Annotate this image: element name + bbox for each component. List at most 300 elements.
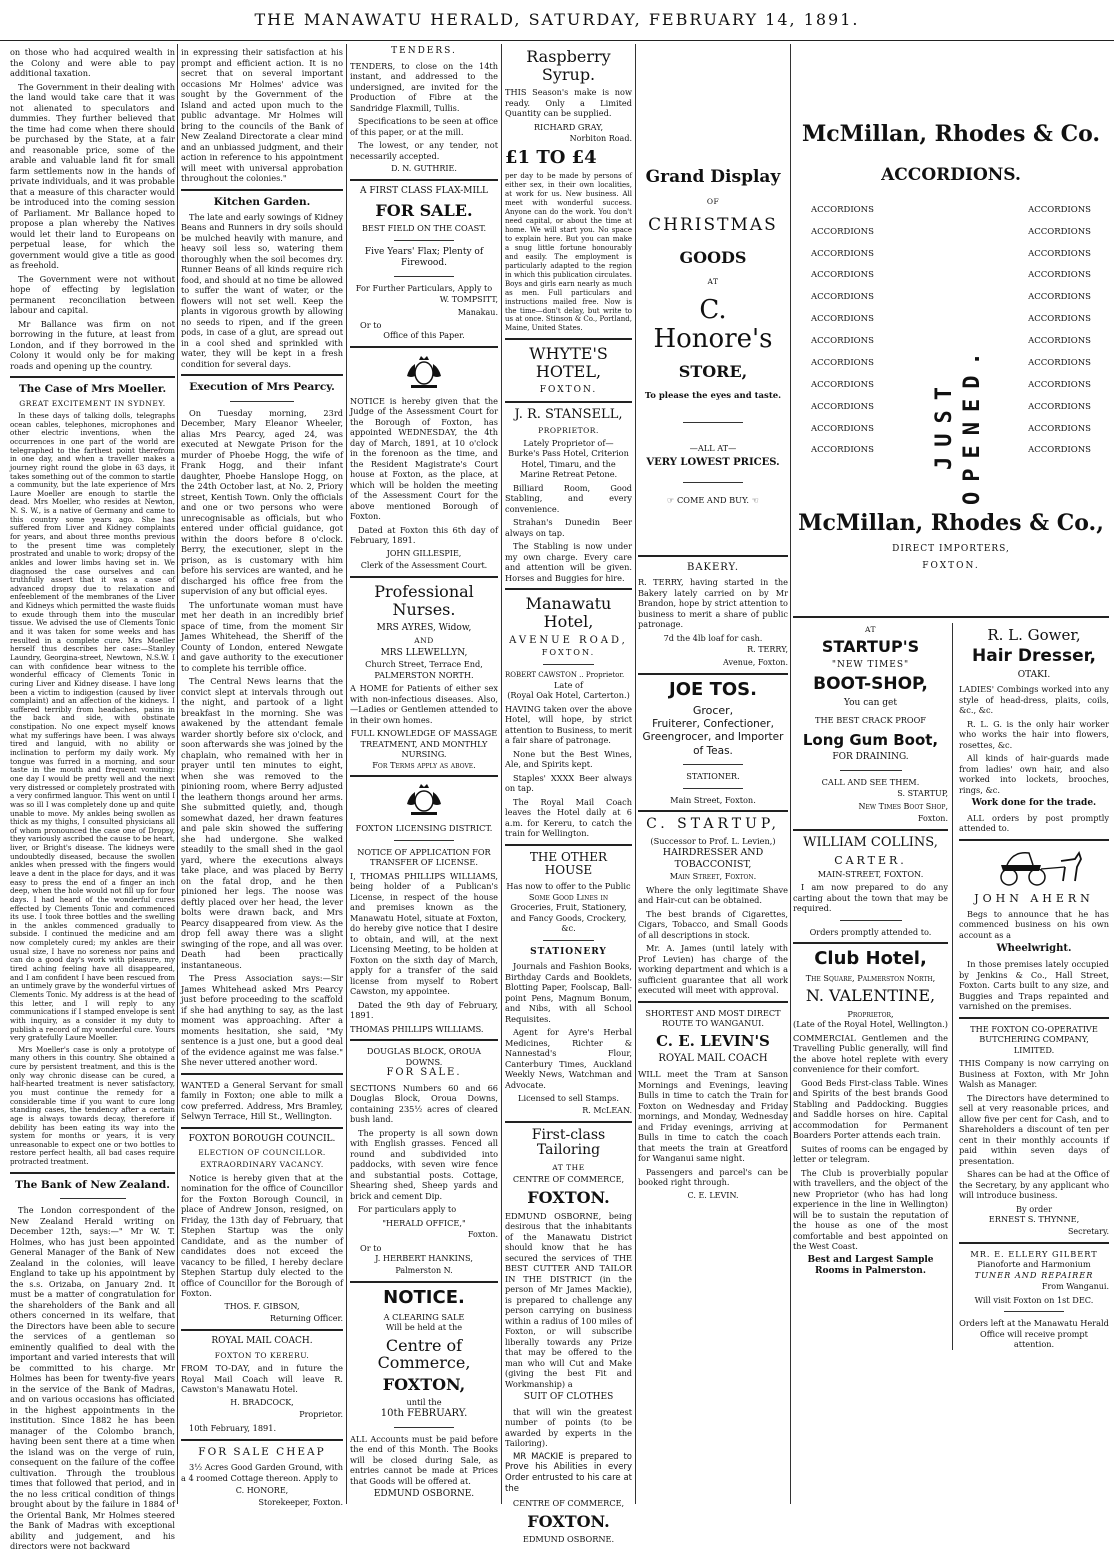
ad-line: For Terms apply as above.: [372, 759, 476, 770]
accordion-item: ACCORDIONS: [1028, 423, 1091, 434]
accordion-item: ACCORDIONS: [811, 226, 874, 237]
divider: [793, 942, 948, 944]
ad-headline: C. E. LEVIN'S: [656, 1031, 770, 1050]
ad-headline: FOR SALE CHEAP: [198, 1445, 326, 1458]
accordion-item: ACCORDIONS: [811, 336, 874, 347]
accordion-item: ACCORDIONS: [1028, 270, 1091, 281]
divider: [10, 1172, 175, 1174]
ad-signature: C. HONORE,: [235, 1486, 289, 1496]
ad-headline: Long Gum Boot,: [802, 730, 939, 749]
ad-signature: R. McLEAN.: [582, 1105, 632, 1115]
ad-line: HAIRDRESSER AND TOBACCONIST,: [662, 846, 764, 871]
divider: [505, 401, 632, 403]
ad-headline: BAKERY.: [686, 561, 740, 573]
ad-text: I, THOMAS PHILLIPS WILLIAMS, being holder of a Publican's License, in respect of the house and premises known as the Manawatu Hotel, situate at Foxton, do hereby give notice that I desire to obtain, and will, at the next Licensing Meeting, to be holden at Foxton on the sixth day of March, apply for a transfer of the said license from myself to Robert Cawston, my appointee.: [350, 870, 498, 997]
ad-headline: JOHN AHERN: [974, 891, 1094, 905]
ad-headline: Raspberry Syrup.: [526, 47, 611, 84]
article-text: in expressing their satisfaction at his prompt and efficient action. It is no secret that on several important occasions Mr Holmes' advice was sought by the Government of the Island and acted upon much to the public advantage. Mr Holmes will bring to the councils of the Bank of New Zealand Directorate a clear mind and an unbiassed judgment, and their action in reference to his appointment will meet with universal approbation throughout the colonies.": [181, 47, 343, 183]
ad-line: Proprietor,: [847, 1008, 894, 1019]
column-rule: [346, 44, 347, 1504]
ad-signature: New Times Boot Shop,: [858, 801, 948, 811]
ad-signature: Returning Officer.: [270, 1313, 343, 1323]
ad-text: Passengers and parcel's can be booked right through.: [638, 1166, 788, 1188]
ad-text: Strahan's Dunedin Beer always on tap.: [505, 517, 632, 538]
ad-text: ALL Accounts must be paid before the end of this Month. The Books will be closed during Sale, as entries cannot be made at Prices that Goods will be offered at.: [350, 1433, 498, 1486]
ad-line: For Further Particulars, Apply to: [355, 282, 493, 293]
ad-line: Or to: [360, 1242, 382, 1253]
article-text: The Press Association says:—Sir James Whitehead asked Mrs Pearcy just before proceeding to the scaffold if she had anything to say, as the last moment was approaching. After a moments hesitation, she said, "My sentence is a just one, but a good deal of the evidence against me was false." She never uttered another word.: [181, 973, 343, 1068]
ad-text: The Stabling is now under my own charge. Every care and attention will be given. Horses and Buggies for hire.: [505, 541, 632, 583]
ad-line: (Successor to Prof. L. Levien,): [650, 836, 776, 847]
ad-line: Main Street, Foxton.: [670, 794, 756, 805]
ad-signature: EDMUND OSBORNE.: [522, 1534, 615, 1545]
ad-line: (Late of the Royal Hotel, Wellington.): [793, 1019, 948, 1030]
ad-signature: Palmerston N.: [395, 1265, 453, 1275]
ad-signature: ERNEST S. THYNNE,: [988, 1214, 1080, 1225]
column-rule: [790, 44, 791, 1504]
ad-headline: Grand Display: [645, 167, 781, 187]
ad-line: TUNER AND REPAIRER: [974, 1269, 1094, 1280]
ad-line: A CLEARING SALE: [383, 1311, 465, 1322]
ad-line: AT: [864, 624, 876, 634]
accordion-item: ACCORDIONS: [1028, 445, 1091, 456]
ad-line: CENTRE OF COMMERCE,: [512, 1174, 625, 1185]
ad-text: SECTIONS Numbers 60 and 66 Douglas Block, Oroua Downs, containing 235½ acres of cleared bush land.: [350, 1082, 498, 1125]
ad-signature: THOS. F. GIBSON,: [224, 1301, 300, 1311]
ad-headline: THE OTHER HOUSE: [529, 849, 608, 878]
column-5: [638, 44, 788, 1504]
accordion-item: ACCORDIONS: [811, 270, 874, 281]
divider: [683, 764, 743, 765]
divider: [1004, 1311, 1064, 1312]
ad-headline: STORE,: [678, 362, 748, 382]
ad-line: By order: [1015, 1203, 1053, 1214]
ad-headline: WHYTE'S HOTEL,: [529, 344, 608, 381]
ad-signature: Clerk of the Assessment Court.: [360, 561, 488, 571]
ad-text: Agent for Ayre's Herbal Medicines, Richter & Nannestad's Flour, Canterbury Times, Auckland Weekly News, Watchman and Advocate.: [505, 1027, 632, 1090]
ad-signature: Foxton.: [917, 813, 948, 823]
ad-line: Will be held at the: [385, 1322, 463, 1333]
ad-line: SUIT OF CLOTHES: [523, 1392, 614, 1402]
accordion-item: ACCORDIONS: [1028, 401, 1091, 412]
accordion-item: ACCORDIONS: [1028, 379, 1091, 390]
accordion-item: ACCORDIONS: [811, 292, 874, 303]
divider: [793, 616, 1109, 618]
column-3: [350, 44, 498, 1504]
ad-text: ALL orders by post promptly attended to.: [959, 812, 1109, 834]
divider: [350, 1281, 498, 1283]
divider: [683, 422, 743, 423]
ad-line: until the: [406, 1397, 442, 1408]
ad-headline: Club Hotel,: [814, 948, 927, 970]
ad-text: The property is all sown down with English grasses. Fenced all round and subdivided into paddocks, with seven wire fence and substantial posts. Cottage, Shearing shed, Sheep yards and brick and cement Dip.: [350, 1127, 498, 1201]
ad-line: You can get: [843, 697, 897, 708]
ad-line: Church Street, Terrace End, PALMERSTON NORTH.: [365, 659, 483, 680]
article-headline: The Case of Mrs Moeller.: [18, 383, 167, 395]
inner-column-right: [959, 623, 1109, 1350]
ad-headline: ROYAL MAIL COACH.: [211, 1336, 313, 1347]
divider: [350, 1039, 498, 1041]
ad-line: Main Street, Foxton.: [669, 871, 757, 882]
ad-line: Fruiterer, Confectioner, Greengrocer, and Importer of Teas.: [642, 717, 784, 757]
ad-line: CARTER.: [834, 854, 907, 868]
article-headline: Kitchen Garden.: [213, 195, 311, 208]
divider: [959, 1242, 1109, 1244]
article-text: On Tuesday morning, 23rd December, Mary Eleanor Wheeler, alias Mrs Pearcy, aged 24, was executed at Newgate Prison for the murder of Phoebe Hogg, the wife of Frank Hogg, and their infant daughter, Phoebe Hanslope Hogg, on the 24th October last, at No. 2, Priory street, Kentish Town. Only the officials and one or two persons who were unrecognisable as officials, but who entered under official guidance, got within the doors before 8 o'clock. Berry, the executioner, slept in the prison, as is customary with him before his services are wanted, and he discharged his office free from the supervision of any but official eyes.: [181, 407, 343, 597]
ad-headline: C. Honore's: [653, 295, 773, 354]
ad-text: The Directors have determined to sell at very reasonable prices, and allow five per cent for Cash, and to Shareholders a discount of ten per cent in their monthly accounts if paid within seven days of presentation.: [959, 1092, 1109, 1166]
divider: [394, 1427, 453, 1428]
ad-signature: THOMAS PHILLIPS WILLIAMS.: [350, 1023, 484, 1034]
inner-column-left: [793, 623, 953, 1350]
ad-headline: £1 TO £4: [505, 147, 597, 169]
article-text: The unfortunate woman must have met her death in an incredibly brief space of time, from the moment Sir James Whitehead, the Sheriff of the County of London, entered Newgate and gave authority to the executioner to complete his terrible office.: [181, 599, 343, 673]
ad-line: THE BEST CRACK PROOF: [815, 715, 926, 726]
ad-line: Best and Largest Sample Rooms in Palmerston.: [807, 1254, 934, 1277]
article-text: In these days of talking dolls, telegraphs ocean cables, telephones, microphones and other electric inventions, when the occurrences in one part of the world are telegraphed to the farthest point therefrom in one day, and when a traveller makes a journey right round the globe in 63 days, it takes something out of the common to startle a community, but the late experience of Mrs Laure Moeller are enough to startle the dead. Mrs Moeller, who resides at Newton, N. S. W., is a native of Germany and came to this country some years ago. She has suffered from Liver and Kidney complaints for years, and about three months previous to the present time was completely prostrated and unable to work; dropsy of the ankles and lower limbs having set in. We diagnosed the case ourselves and can truthfully assert that it was a case of advanced dropsy due to relaxation and enfeeblement of the membranes of the Liver and Kidneys which permitted the waste fluids to exude through them into the muscular tissue. We advised the use of Clements Tonic and it was taken for some weeks and has resulted in a complete cure. Mrs Moeller herself thus describes her case:—Stanley Laundry, Georgina-street, Newtown, N.S.W. I can with confidence bear witness to the wonderful efficacy of Clements Tonic in curing Liver and Kidney disease. I have long been a victim to indigestion (caused by liver complaint) and an affection of the kidneys. I suffered terribly from headaches, pains in the back and side, with obstinate constipation. No one expect myself knows what my sufferings have been. I was always tired and languid, with no ability or inclination to perform my daily work. My tongue was furred in a morning, and sour taste in the mouth and frequent vomiting: one day I would be pretty well and the next very distressed or completely prostrated with a very confirmed languor. This went on until I was so ill I was completely done up and quite unable to move. My ankles being swollen as thick as my thighs, I consulted physicians all of whom pronounced the case one of Dropsy, they variously ascribed the cause to be heart, liver, or Bright's disease. The kidneys were undoubtedly diseased, because the swollen ankles when pressed with the fingers would leave a dent in the place for days, and it was easy to press the end of a finger an inch deep, when the hole would not fill up for four days. I had heard of the wonderful cures effected by Clements Tonic and commenced its use. I took three bottles and the swelling in the ankles commenced gradually to subside. I continued the medicine and am now completely cured; my ankles are their usual size, I have no soreness nor pains and can do a good day's work with pleasure, my tired aching feeling have all disappeared, and I am confident I have been rescued from an untimely grave by the wonderful virtues of Clements Tonic. My address is at the head of this letter, and I will reply to any communications if I stamped envelope is sent with inquiry, as a consider it my duty to publish a record of my wonderful cure. Yours very gratefully Laure Moeller.: [10, 411, 175, 1043]
ad-line: DIRECT IMPORTERS,: [892, 543, 1010, 554]
ad-line: AT THE: [552, 1162, 585, 1172]
ad-line: Licensed to sell Stamps.: [518, 1093, 619, 1104]
ad-line: (Royal Oak Hotel, Carterton.): [507, 690, 630, 701]
ad-line: Late of: [553, 679, 584, 690]
ad-line: ROYAL MAIL COACH: [658, 1053, 768, 1065]
divider: [638, 673, 788, 675]
divider: [181, 1329, 343, 1331]
ad-subhead: NOTICE OF APPLICATION FOR TRANSFER OF LICENSE.: [357, 846, 491, 868]
column-1: [10, 44, 175, 1552]
accordion-item: ACCORDIONS: [811, 445, 874, 456]
column-rule: [501, 44, 502, 1504]
ad-headline: THE FOXTON CO-OPERATIVE BUTCHERING COMPANY, LIMITED.: [970, 1023, 1098, 1055]
ad-headline: FOR SALE.: [375, 200, 473, 220]
ad-signature: Manakau.: [457, 307, 498, 317]
accordion-item: ACCORDIONS: [811, 357, 874, 368]
ad-text: FROM TO-DAY, and in future the Royal Mail Coach will leave R. Cawston's Manawatu Hotel.: [181, 1363, 343, 1395]
ad-line: OTAKI.: [1017, 669, 1051, 680]
ad-line: Lately Proprietor of—: [523, 437, 614, 448]
ad-headline: Manawatu Hotel,: [525, 594, 612, 632]
ad-line: Work done for the trade.: [971, 798, 1097, 809]
accordion-item: ACCORDIONS: [1028, 248, 1091, 259]
ad-line: To please the eyes and taste.: [644, 390, 782, 401]
ad-line: Orders left at the Manawatu Herald Office will receive prompt attention.: [959, 1318, 1109, 1350]
divider: [505, 588, 632, 590]
ad-text: HAVING taken over the above Hotel, will hope, by strict attention to Business, to merit a fair share of patronage.: [505, 703, 632, 746]
ad-headline: STATIONERY: [530, 946, 607, 957]
ad-headline: VERY LOWEST PRICES.: [646, 457, 780, 469]
ad-headline: TENDERS.: [391, 46, 457, 56]
column-rule: [635, 44, 636, 1504]
ad-headline: FOXTON.: [527, 1511, 610, 1531]
ad-headline: McMillan, Rhodes & Co.: [801, 121, 1101, 147]
ad-wanted: WANTED a General Servant for small family in Foxton; one able to milk a cow preferred. Address, Mrs Bramley, Selwyn Terrace, Hill St., Wellington.: [181, 1079, 343, 1122]
ad-headline: R. L. Gower,: [987, 625, 1081, 644]
ad-headline: GOODS: [679, 247, 747, 267]
ad-line: 7d the 4lb loaf for cash.: [663, 632, 763, 643]
pointing-hand-icon: ☞: [667, 495, 675, 506]
ad-headline: FOXTON BOROUGH COUNCIL.: [188, 1133, 336, 1144]
ad-line: Has now to offer to the Public: [506, 881, 631, 892]
divider: [60, 1198, 126, 1199]
ad-signature: Norbiton Road.: [569, 134, 632, 144]
ad-line: Or to: [360, 319, 382, 330]
column-2: [181, 44, 343, 1508]
ad-signature: S. STARTUP,: [897, 789, 948, 799]
article-text: The late and early sowings of Kidney Beans and Runners in dry soils should be mulched heavily with manure, and heavy soil less so, watering them thoroughly when the soil becomes dry. Runner Beans of all kinds require rich food, and should at no time be allowed to suffer the want of water, or the flowers will not set well. Keep the plants in vigorous growth by allowing no seeds to ripen, and if the green pods, in case of a glut, are spread out in a cool shed and sprinkled with water, they will be kept in a fresh condition for several days.: [181, 211, 343, 369]
article-text: The Central News learns that the convict slept at intervals through out the night, and partook of a light breakfast in the morning. She was awakened by the attendant female warder shortly before six o'clock, and soon afterwards she was joined by the chaplain, who remained with her in prayer until ten minutes to eight, when she was removed to the pinioning room, where Berry adjusted the leathern thongs around her arms. She submitted quietly, and, though somewhat dazed, her drawn features and pale skin showed the suffering she had undergone. She walked steadily to the small shed in the gaol yard, where the executions always take place, and was placed by Berry on the fatal drop, and he then pinioned her legs. The noose was deftly placed over her head, the lever bolts were drawn back, and Mrs Pearcy disappeared from view. As the drop fell away there was a slight swinging of the rope, and all was over. Death had been practically instantaneous.: [181, 676, 343, 970]
ad-line: A FIRST CLASS FLAX-MILL: [360, 186, 488, 197]
ad-subhead: AVENUE ROAD,: [509, 634, 628, 646]
divider: [793, 829, 948, 831]
ad-text: Notice is hereby given that at the nomination for the office of Councillor for the Foxton Borough Council, in place of Andrew Jonson, resigned, on Friday, the 13th day of February, that Stephen Startup was the only Candidate, and as the number of candidates does not exceed the vacancy to be filled, I hereby declare Stephen Startup duly elected to the office of Councillor for the Borough of Foxton.: [181, 1172, 343, 1299]
accordion-item: ACCORDIONS: [1028, 292, 1091, 303]
ad-subhead: PROPRIETOR.: [538, 426, 599, 436]
accordion-item: ACCORDIONS: [811, 204, 874, 215]
ad-subhead: FOR SALE.: [386, 1067, 462, 1079]
ad-line: CALL AND SEE THEM.: [821, 776, 920, 787]
ad-subhead: FOXTON.: [539, 384, 598, 395]
ad-text: In those premises lately occupied by Jenkins & Co., Hall Street, Foxton. Carts built to any size, and Buggies and Traps repainted and varnished on the premises.: [959, 959, 1109, 1012]
masthead: THE MANAWATU HERALD, SATURDAY, FEBRUARY 14, 1891.: [0, 0, 1114, 41]
article-subhead: GREAT EXCITEMENT IN SYDNEY.: [19, 399, 166, 409]
divider: [230, 401, 295, 402]
ad-line: "NEW TIMES": [831, 659, 910, 670]
ad-line: The Square, Palmerston North,: [805, 972, 936, 983]
ad-text: per day to be made by persons of either sex, in their own localities, at work for us. New business. All meet with wonderful success. Anyone can do the work. You don't need capital, or about the time at home. We will start you. No space to explain here. But you can make a snug little fortune honourably and easily. The employment is particularly adapted to the region in which this publication circulates. Boys and girls earn nearly as much as men. Full particulars and instructions mailed free. Now is the time—don't delay, but write to us at once. Stinson & Co., Portland, Maine, United States.: [505, 172, 632, 333]
ad-headline: SHORTEST AND MOST DIRECT ROUTE TO WANGANUI.: [645, 1007, 781, 1029]
ad-text: Where the only legitimate Shave and Hair-cut can be obtained.: [638, 884, 788, 906]
ad-text: WILL meet the Tram at Sanson Mornings and Evenings, leaving Bulls in time to catch the Train for Foxton on Wednesday and Friday mornings, and Monday, Wednesday and Friday evenings, arriving at Bulls in time to catch the coach that meets the train at Greatford for Wanganui same night.: [638, 1069, 788, 1164]
ad-signature: Storekeeper, Foxton.: [258, 1498, 343, 1508]
ad-signature: D. N. GUTHRIE.: [391, 164, 457, 174]
ad-text: MR MACKIE is prepared to Prove his Abilities in every Order entrusted to his care at the: [505, 1451, 632, 1495]
divider: [683, 788, 743, 789]
ad-text: Shares can be had at the Office of the Secretary, by any applicant who will introduce business.: [959, 1169, 1109, 1201]
ad-text: All kinds of hair-guards made from ladies' own hair, and also worked into lockets, brooches, rings, &c.: [959, 753, 1109, 795]
ad-text: that will win the greatest number of points (to be awarded by experts in the Tailoring).: [505, 1406, 632, 1449]
ad-headline: DOUGLAS BLOCK, OROUA DOWNS.: [366, 1046, 482, 1067]
accordion-item: ACCORDIONS: [1028, 226, 1091, 237]
ad-line: Will visit Foxton on 1st DEC.: [974, 1294, 1094, 1305]
ad-line: Groceries, Fruit, Stationery, and Fancy Goods, Crockery, &c.: [510, 902, 627, 934]
divider: [959, 839, 1109, 841]
ad-line: STATIONER.: [686, 771, 740, 782]
ad-signature: Avenue, Foxton.: [723, 657, 788, 667]
divider: [394, 240, 453, 241]
just-opened-banner: JUST OPENED.: [932, 342, 986, 506]
column-6: [793, 44, 1109, 1504]
divider: [350, 775, 498, 777]
ad-text: Mr. A. James (until lately with Prof Levien) has charge of the working department and which is a sufficient guarantee that all work executed will meet with approval.: [638, 943, 788, 996]
divider: [638, 555, 788, 557]
ad-line: Foxton.: [467, 1230, 498, 1240]
article-text: The Government were not without hope of effecting by legislation permanent reconciliation between labour and capital.: [10, 273, 175, 315]
ad-text: I am now prepared to do any carting about the town that may be required.: [793, 882, 948, 914]
divider: [683, 482, 743, 483]
ad-headline: J. R. STANSELL,: [514, 407, 623, 423]
ad-headline: First-class Tailoring: [531, 1127, 606, 1159]
ad-line: "HERALD OFFICE,": [382, 1217, 466, 1228]
article-text: Mr Ballance was firm on not borrowing in the future, at least from London, and if they borrowed in the Colony it would only be for making roads and opening up the country.: [10, 318, 175, 371]
horse-buggy-icon: [979, 847, 1089, 887]
column-4: [505, 44, 632, 1545]
ad-text: Begs to announce that he has commenced business on his own account as a: [959, 908, 1109, 940]
divider: [394, 276, 453, 277]
ad-text: None but the Best Wines, Ale, and Spirits kept.: [505, 748, 632, 770]
article-text: The Government in their dealing with the land would take care that it was not alienated to speculators and dummies. They further believed that the time had come when there should be purchased by the State, at a fair and reasonable price, some of the arable and valuable land fit for small farm settlements now in the hands of private individuals, and it was probable that a measure of this character would be introduced into the coming session of Parliament. Mr Ballance hoped to propose a plan whereby the Natives would let their land to Europeans on perpetual lease, for which the government would give a title as good as freehold.: [10, 81, 175, 270]
ad-headline: Professional Nurses.: [374, 582, 474, 619]
ad-line: BEST FIELD ON THE COAST.: [361, 223, 487, 234]
royal-crest-icon: [399, 354, 449, 390]
divider: [543, 664, 594, 665]
ad-line: Five Years' Flax; Plenty of Firewood.: [364, 246, 484, 269]
article-text: The London correspondent of the New Zealand Herald writing on December 12th, says:—" Mr W. T. Holmes, who has just been appointed General Manager of the Bank of New Zealand in the colonies, will leave England to take up his appointment by the s.s. Orizaba, on January 2nd. It must be a matter of congratulation for the shareholders of the Bank and all others concerned in its welfare, that the Directors have been able to secure the services of a gentleman so eminently qualified to deal with the important and varied interests that will be committed to his charge. Mr Holmes has been for twenty-five years in the service of the Bank of Madras, and on various occasions has officiated in the highest appointments in the institution. Since 1882 he has been manager of the Colombo branch, having been sent there at a time when the island was on the verge of ruin, consequent on the failure of the coffee cultivation. Through the troublous times that followed that period, and in the no less critical condition of things brought about by the failure in 1884 of the Oriental Bank, Mr Holmes steered the Bank of Madras with exceptional ability and judgement, and his directors were not backward: [10, 1205, 175, 1552]
ad-signature: JOHN GILLESPIE,: [386, 548, 462, 558]
ad-headline: NOTICE.: [383, 1286, 465, 1308]
ad-text: NOTICE is hereby given that the Judge of the Assessment Court for the Borough of Foxton, has appointed WEDNESDAY, the 4th day of March, 1891, at 10 o'clock in the forenoon as the time, and the Resident Magistrate's Court house at Foxton, as the place, at which will be holden the meeting of the Assessment Court for the above mentioned Borough of Foxton.: [350, 395, 498, 522]
ad-signature: EDMUND OSBORNE.: [373, 1489, 475, 1500]
column-rule: [177, 44, 178, 1504]
ad-line: Grocer,: [692, 703, 734, 717]
ad-text: The Royal Mail Coach leaves the Hotel daily at 6 a.m. for Kereru, to catch the train for Wellington.: [505, 796, 632, 839]
ad-text: EDMUND OSBORNE, being desirous that the inhabitants of the Manawatu District should know that he has secured the services of THE BEST CUTTER AND TAILOR IN THE DISTRICT (in the person of Mr James Mackie), is prepared to challenge any person carrying on business within a radius of 100 miles of Foxton, or will subscribe liberally towards any Prize that may be offered to the man who will Cut and Make (giving the best Fit and Workmanship) a: [505, 1210, 632, 1389]
ad-text: A HOME for Patients of either sex with non-infectious diseases. Also,—Ladies or Gentlemen attended to in their own homes.: [350, 683, 498, 725]
ad-headline: N. VALENTINE,: [805, 986, 936, 1006]
divider: [840, 920, 902, 921]
ad-line: AND: [414, 636, 434, 646]
divider: [505, 844, 632, 846]
ad-headline: Hair Dresser,: [972, 646, 1096, 667]
divider: [638, 810, 788, 812]
ad-headline: FOXTON.: [527, 1187, 610, 1207]
divider: [181, 1439, 343, 1441]
ad-line: MAIN-STREET, FOXTON.: [817, 868, 924, 879]
ad-line: ROBERT CAWSTON .. Proprietor.: [505, 670, 625, 679]
ad-headline: FOXTON,: [382, 1374, 466, 1394]
ad-headline: CHRISTMAS: [648, 215, 778, 236]
ad-date: Dated at Foxton this 6th day of February, 1891.: [350, 524, 498, 546]
ad-text: Staples' XXXX Beer always on tap.: [505, 772, 632, 794]
ad-subhead: FOXTON.: [541, 647, 596, 658]
ad-signature: RICHARD GRAY,: [533, 121, 604, 132]
ad-text: Suites of rooms can be engaged by letter or telegram.: [793, 1143, 948, 1165]
ad-headline: ACCORDIONS.: [881, 165, 1021, 186]
ad-line: [638, 495, 788, 506]
ad-text: TENDERS, to close on the 14th instant, and addressed to the undersigned, are invited for the Production of Fibre at the Sandridge Flaxmill, Tullis.: [350, 60, 498, 113]
ad-subhead: ELECTION OF COUNCILLOR.: [198, 1148, 326, 1158]
ad-headline: C. STARTUP,: [646, 816, 780, 833]
ad-line: MRS AYRES, Widow,: [376, 622, 472, 633]
pointing-hand-icon: ☜: [751, 495, 759, 506]
accordion-item: ACCORDIONS: [811, 314, 874, 325]
ad-headline: WILLIAM COLLINS,: [803, 835, 938, 851]
accordion-item: ACCORDIONS: [811, 401, 874, 412]
ad-date: 10th February, 1891.: [189, 1423, 277, 1434]
divider: [394, 840, 453, 841]
ad-signature: R. TERRY,: [747, 645, 788, 655]
divider: [505, 338, 632, 340]
divider: [350, 346, 498, 348]
divider: [10, 376, 175, 378]
accordion-item: ACCORDIONS: [811, 423, 874, 434]
ad-text: THIS Company is now carrying on Business at Foxton, with Mr John Walsh as Manager.: [959, 1058, 1109, 1090]
divider: [959, 1017, 1109, 1019]
ad-subhead: FOXTON TO KERERU.: [214, 1350, 310, 1360]
ad-line: Burke's Pass Hotel, Criterion Hotel, Timaru, and the Marine Retreat Petone.: [508, 448, 629, 480]
ad-line: FOXTON.: [922, 561, 980, 572]
ad-text: THIS Season's make is now ready. Only a Limited Quantity can be supplied.: [505, 87, 632, 119]
ad-line: AT: [707, 276, 719, 286]
divider: [543, 940, 594, 941]
ad-signature: C. E. LEVIN.: [687, 1190, 739, 1200]
ad-line: 10th FEBRUARY.: [380, 1407, 468, 1419]
ad-headline: BOOT-SHOP,: [813, 674, 928, 695]
accordion-item: ACCORDIONS: [1028, 357, 1091, 368]
divider: [181, 1073, 343, 1075]
divider: [181, 189, 343, 191]
ad-line: FULL KNOWLEDGE OF MASSAGE TREATMENT, AND MONTHLY NURSING.: [350, 728, 498, 760]
article-headline: Execution of Mrs Pearcy.: [189, 381, 335, 394]
article-text: on those who had acquired wealth in the Colony and were able to pay additional taxation.: [10, 47, 175, 78]
ad-text: Billiard Room, Good Stabling, and every convenience.: [505, 482, 632, 514]
divider: [181, 1127, 343, 1129]
ad-headline: McMillan, Rhodes & Co.,: [798, 510, 1104, 537]
ad-line: FOR DRAINING.: [832, 752, 909, 763]
ad-line: MRS LLEWELLYN,: [380, 647, 468, 658]
ad-text: LADIES' Combings worked into any style of head-dress, plaits, coils, &c., &c.: [959, 684, 1109, 716]
ad-text: 3½ Acres Good Garden Ground, with a 4 roomed Cottage thereon. Apply to: [181, 1462, 343, 1483]
article-text: Mrs Moeller's case is only a prototype of many others in this country. She obtained a cure by persistent treatment, and this is the only way chronic disease can be cured, a half-hearted treatment is never satisfactory, you must continue the remedy for a considerable time if you want to cure long standing cases, the tendency after a certain age is always towards decay, therefore if debility has been eating its way into the system for months or years, it is very unreasonable to expect one or two bottles to restore perfect health, all bad cases require protracted treatment.: [10, 1044, 175, 1167]
ad-line: —ALL AT—: [689, 442, 737, 453]
ad-line: Office of this Paper.: [383, 330, 465, 341]
divider: [181, 374, 343, 376]
divider: [840, 770, 902, 771]
ad-text: R. TERRY, having started in the Bakery lately carried on by Mr Brandon, hope by strict attention to business to merit a share of public patronage.: [638, 577, 788, 630]
divider: [638, 1001, 788, 1003]
ad-text: Specifications to be seen at office of this paper, or at the mill.: [350, 116, 498, 137]
divider: [350, 576, 498, 578]
ad-line: From Wanganui.: [1041, 1282, 1109, 1292]
ad-text: The Club is proverbially popular with travellers, and the object of the new Proprietor (who has had long experience in the line in Wellington) will be to sustain the reputation of the house as one of the most comfortable and best appointed on the West Coast.: [793, 1167, 948, 1252]
ad-line: Pianoforte and Harmonium: [977, 1259, 1091, 1270]
accordion-item: ACCORDIONS: [1028, 314, 1091, 325]
ad-signature: Proprietor.: [299, 1409, 343, 1419]
royal-crest-icon: [399, 783, 449, 817]
ad-text: The lowest, or any tender, not necessarily accepted.: [350, 140, 498, 161]
ad-line: OF: [706, 196, 720, 206]
accordion-item: ACCORDIONS: [811, 248, 874, 259]
accordion-item: ACCORDIONS: [1028, 204, 1091, 215]
ad-text: COMMERCIAL Gentlemen and the Travelling Public generally, will find the above hotel replete with every convenience for their comfort.: [793, 1032, 948, 1075]
ad-headline: JOE TOS.: [669, 678, 757, 700]
ad-date: Dated the 9th day of February, 1891.: [350, 999, 498, 1021]
divider: [350, 179, 498, 181]
divider: [505, 1121, 632, 1123]
ad-text: Good Beds First-class Table. Wines and Spirits of the best brands Good Stabling and Paddocking. Buggies and Saddle horses on hire. Capital accommodation for Permanent Boarders Porter attends each train.: [793, 1077, 948, 1141]
ad-text: R. L. G. is the only hair worker who works the hair into flowers, rosettes, &c.: [959, 718, 1109, 750]
ad-line: CENTRE OF COMMERCE,: [512, 1498, 625, 1509]
accordion-item: ACCORDIONS: [811, 379, 874, 390]
ad-headline: STARTUP'S: [821, 637, 920, 657]
ad-headline: FOXTON LICENSING DISTRICT.: [355, 823, 493, 834]
ad-line: Some Good Lines in: [528, 891, 609, 902]
accordion-item: ACCORDIONS: [1028, 336, 1091, 347]
ad-signature: J. HERBERT HANKINS,: [375, 1253, 473, 1264]
ad-line: Orders promptly attended to.: [809, 926, 932, 937]
ad-signature: H. BRADCOCK,: [230, 1397, 294, 1407]
ad-text: For particulars apply to: [358, 1204, 457, 1215]
